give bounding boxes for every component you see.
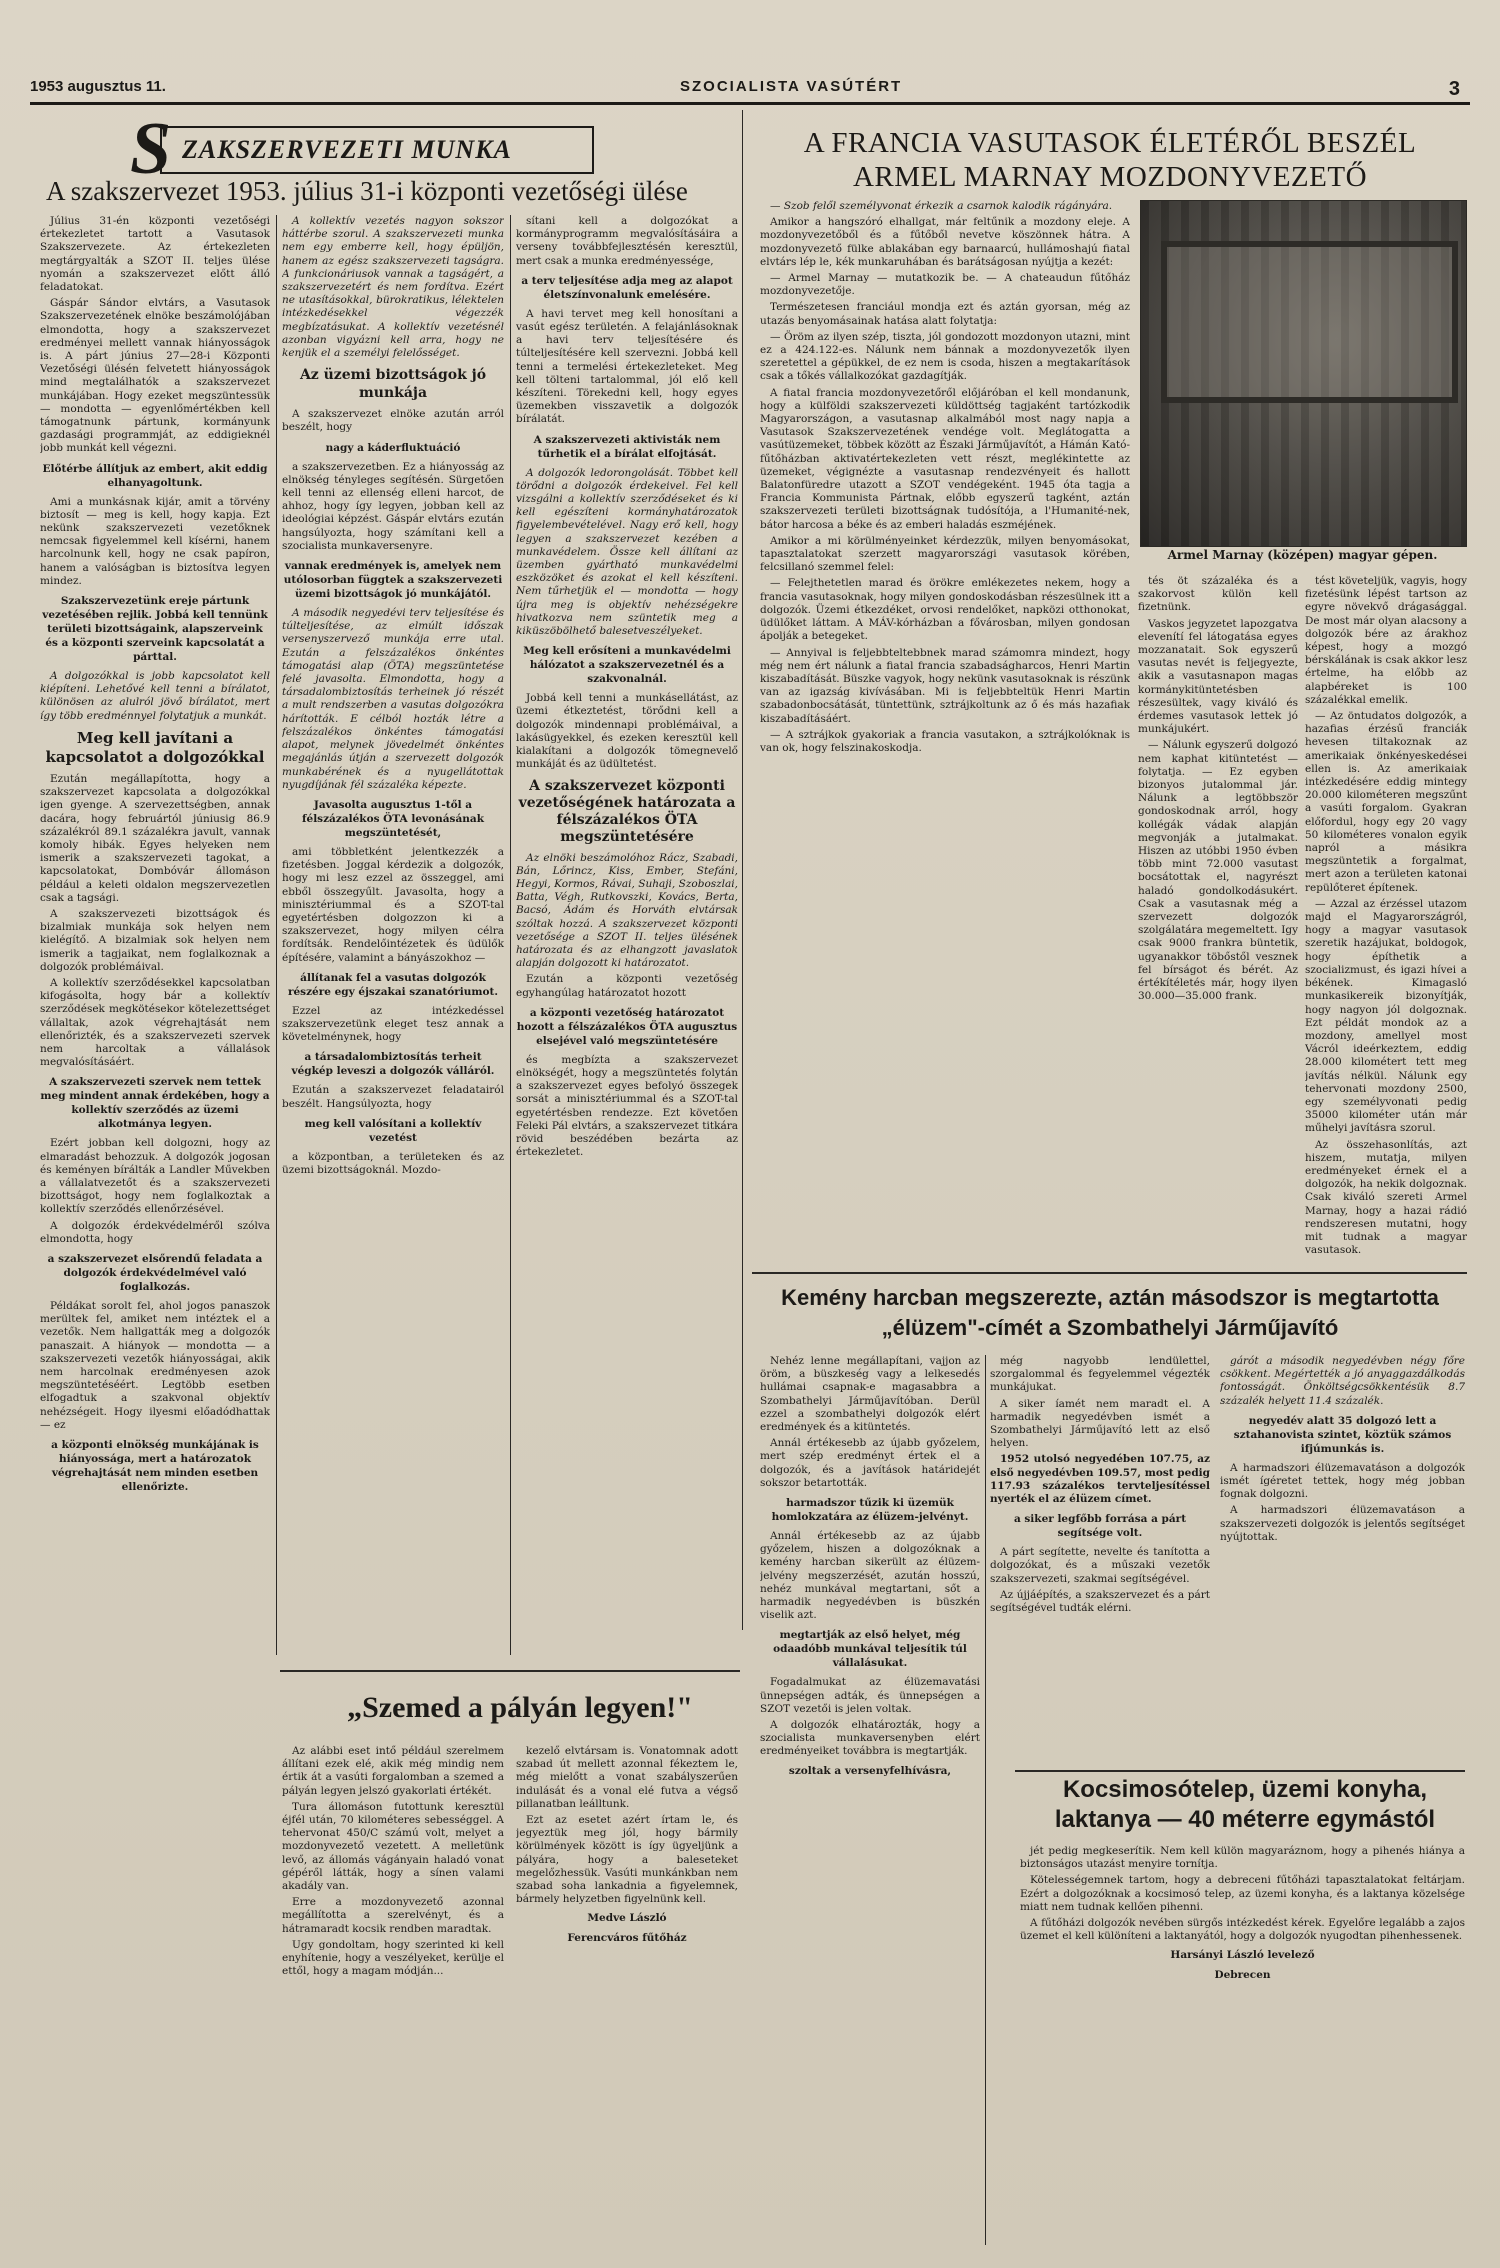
subhead: Meg kell erősíteni a munkavédelmi hálózatot a szakszervezetnél és a szakvonalnál.	[523, 645, 731, 686]
left-article-headline: A szakszervezet 1953. július 31-i központi vezetőségi ülése	[46, 176, 688, 206]
paragraph: Ezután a szakszervezet feladatairól beszélt. Hangsúlyozta, hogy	[282, 1084, 504, 1110]
szombathely-column-2	[990, 1355, 1210, 1775]
subhead: a szakszervezet elsőrendű feladata a dolgozók érdekvédelmével való foglalkozás.	[47, 1252, 263, 1293]
paragraph: A szakszervezeti bizottságok és bizalmiak munkája sok helyen nem kielégítő. A bizalmiak sok helyen nem ismerik a tagjaikat, nem foglalkoznak a dolgozók problémáival.	[40, 907, 270, 973]
paragraph: tés öt százaléka és a szakorvost külön kell fizetnünk.	[1138, 575, 1298, 614]
paragraph: Gáspár Sándor elvtárs, a Vasutasok Szakszervezetének elnöke beszámolójában elmondotta, hogy a szakszervezet eredményei mellett vannak hiányosságok is. A párt június 27—28-i Központi Vezetőségi ülésén felvetett hiányosságok mind megtalálhatók a szakszervezet munkájában. Hogy ezeket megszüntessük — mondotta — egyenlőmértékben kell támogatnunk pártunk, kormányunk gazdasági programmját, az eddigieknél jobb munkát kell végezni.	[40, 297, 270, 455]
paragraph: Ezzel az intézkedéssel szakszervezetünk eleget tesz annak a követelménynek, hogy	[282, 1004, 504, 1044]
paragraph: A második negyedévi terv teljesítése és túlteljesítése, az elmúlt időszak versenyszervező munkája erre utal. Ezután a felszázalékos önkéntes támogatási alap (ÖTA) megszüntetése felé javasolta. Elmondotta, hogy a társadalombiztosítás terheinek jó részét a mult rendszerben a vasutas dolgozókra hárították. E célból hozták létre a felszázalékos önkéntes támogatási alapot, melynek jövedelmét önkéntes megajánlás útján a szervezett dolgozók munkabérének és a nyugellátottak nyugdíjának fél százaléka képezte.	[282, 607, 504, 791]
paragraph: Az elnöki beszámolóhoz Rácz, Szabadi, Bán, Lőrincz, Kiss, Ember, Stefáni, Hegyi, Kormos, Rávai, Suhaji, Szoboszlai, Batta, Végh, Rutkovszki, Kovács, Berta, Bacsó, Ádám és Horváth elvtársak szóltak hozzá. A szakszervezet központi vezetősége a SZOT II. teljes ülésének határozata és az elhangzott javaslatok alapján dolgozott ki határozatot.	[516, 851, 738, 970]
paragraph: Vaskos jegyzetet lapozgatva elevenítí fel látogatása egyes mozzanatait. Sok egyszerű vasutas nevét is feljegyezte, akik a vasutasnapon magas kormánykitüntetésben részesültek, vagy kiváló és érdemes vasutasok lettek jó munkájukért.	[1138, 617, 1298, 736]
section-title: ZAKSZERVEZETI MUNKA	[182, 135, 512, 164]
paragraph: Fogadalmukat az élüzemavatási ünnepségen adták, és ünnepségen a SZOT vezetői is jelen voltak.	[760, 1676, 980, 1715]
paragraph: A havi tervet meg kell honosítani a vasút egész területén. A felajánlásoknak a havi terv teljesítésére és túlteljesítésére kell szervezni. Jobbá kell tenni a termelési értekezleteket. Meg kell tölteni tartalommal, jól elő kell készíteni. Törekedni kell, hogy egyes üzemekben visszavetik a dolgozók bírálatát.	[516, 307, 738, 426]
subhead: a terv teljesítése adja meg az alapot életszínvonalunk emelésére.	[521, 274, 733, 301]
paragraph: A kollektív vezetés nagyon sokszor háttérbe szorul. A szakszervezeti munka nem egy emberre kell, hogy épüljön, hanem az egész szakszervezeti tagságra. A funkcionáriusok vannak a tagságért, a szakszervezetért és nem fordítva. Ezért ne utasításokkal, bürokratikus, lélektelen intézkedésekkel végezzék megbízatásukat. A kollektív vezetésnél azonban vigyázni kell arra, hogy ne kenjük el a személyi felelősséget.	[282, 215, 504, 360]
subhead: nagy a káderfluktuáció	[325, 441, 461, 454]
paragraph: — Annyival is feljebbteltebbnek marad számomra mindezt, hogy még nem ért nálunk a fiatal francia szabadságharcos, Henri Martin kiszabadítását. Büszke vagyok, hogy nekünk vasutasoknak is részünk van az igazság kivívásában. Mi is feljebbteltük Henri Martin szabadonbocsátását, tüntettünk, sztrájkoltunk az ő és más hazafiak kiszabadításáért.	[760, 646, 1130, 725]
right-article-column-3	[1305, 575, 1467, 1265]
running-header	[30, 78, 1470, 100]
paragraph: — Az öntudatos dolgozók, a hazafias érzésű franciák hevesen tiltakoznak az amerikaiak önkényeskedései ellen is. Az amerikaiak intézkedésére eddig mintegy 20.000 kilométeren megszűnt a vasúti forgalom. Gyakran előfordul, hogy egy 20 vagy 50 kilométeres vonalon egyik napról a másikra megszüntetik a forgalmat, mert azon a területen katonai repülőteret építenek.	[1305, 710, 1467, 894]
subhead: vannak eredmények is, amelyek nem utólosorban függtek a szakszervezeti üzemi bizottságok jó munkájától.	[283, 560, 503, 601]
subhead: A szakszervezeti aktivisták nem tűrhetik el a bírálat elfojtását.	[533, 433, 721, 460]
paragraph: és megbízta a szakszervezet elnökségét, hogy a megszüntetés folytán a szakszervezet egyes befolyó összegek sorsát a minisztériummal és a SZOT-tal egyetértésben rendezze. Ezt követően Feleki Pál elvtárs, a szakszervezet titkára rövid beszédében bezárta az értekezletet.	[516, 1053, 738, 1159]
paragraph: A fűtőházi dolgozók nevében sürgős intézkedést kérek. Egyelőre legalább a zajos üzemet el kell különíteni a laktanyától, hogy a dolgozók nyugodtan pihenhessenek.	[1020, 1917, 1465, 1943]
left-article-column-2	[282, 215, 504, 1655]
subhead: megtartják az első helyet, még odaadóbb munkával teljesítik túl vállalásukat.	[773, 1629, 967, 1670]
column-divider	[985, 1355, 986, 2245]
paragraph: Kötelességemnek tartom, hogy a debreceni fűtőházi tapasztalatokat feltárjam. Ezért a dolgozóknak a kocsimosó telep, az üzemi konyha, és a laktanya közelsége miatt nem tudnak kellően pihenni.	[1020, 1874, 1465, 1913]
article-divider	[752, 1272, 1467, 1274]
paragraph: — Szob felől személyvonat érkezik a csarnok kalodik rágányára.	[770, 200, 1113, 212]
subhead: A szakszervezet központi vezetőségének határozata a félszázalékos ÖTA megszüntetésére	[518, 777, 736, 845]
szemed-headline: „Szemed a pályán legyen!"	[347, 1691, 693, 1724]
issue-date: 1953 augusztus 11.	[30, 78, 166, 95]
subhead: Javasolta augusztus 1-től a félszázalékos ÖTA levonásának megszüntetését,	[302, 798, 484, 839]
newspaper-title: SZOCIALISTA VASÚTÉRT	[680, 78, 903, 95]
paragraph: Amikor a mi körülményeinket kérdezzük, milyen benyomásokat, tapasztalatokat szerzett magyarországi vasutasok körében, felcsillanó szemmel felel:	[760, 534, 1130, 574]
paragraph: Ezután megállapította, hogy a szakszervezet kapcsolata a dolgozókkal igen gyenge. A szervezettségben, annak dacára, hogy februártól júniusig 86.9 százalékról 89.1 százalékra javult, vannak komoly hibák. Egyes helyeken nem ismerik a szakszervezeti tagokat, a kapcsolatokat, Dombóvár állomáson például a keleti oldalon megszervezetlen csak a tagsági.	[40, 772, 270, 904]
subhead: állítanak fel a vasutas dolgozók részére egy éjszakai szanatóriumot.	[287, 971, 499, 998]
paragraph: A kollektív szerződésekkel kapcsolatban kifogásolta, hogy bár a kollektív szerződések megkötésekor kötelezettséget vállaltak, azok végrehajtását nem ellenőrizték, és a szakszervezeti szervek nem harcoltak a vállalások megvalósításáért.	[40, 976, 270, 1069]
paragraph: jét pedig megkeserítik. Nem kell külön magyaráznom, hogy a pihenés hiánya a biztonságos utazást menyire tornítja.	[1020, 1845, 1465, 1871]
section-initial: S	[130, 108, 172, 190]
paragraph: A fiatal francia mozdonyvezetőről előjáróban el kell mondanunk, hogy a külföldi szakszervezeti küldöttség tagjaként tartózkodik Magyarországon, a vasutasnap alkalmából most nagy napja a Vasutasok Szakszervezetének vendége volt. Meglátogatta a vasútüzemeket, többek között az Északi Járműjavítót, a Hámán Kató-fűtőházban aktivatértekezleten vett részt, meglékintette az üzemeket, végignézte a vasutasnap rendezvényeit és hallott Balatonfüredre utazott a SZOT vendégeként. 1945 óta tagja a Francia Kommunista Pártnak, előbb egyszerű tagként, aztán szakszervezeti területi bizottságnak tudósítója, a l'Humanité-nek, bátor harcosa a béke és az emberi haladás eszméjének.	[760, 386, 1130, 531]
szombathely-headline: Kemény harcban megszerezte, aztán másodszor is megtartotta „élüzem"-címét a Szombathelyi Járműjavító	[781, 1285, 1439, 1340]
paragraph: Tura állomáson futottunk keresztül éjfél után, 70 kilométeres sebességgel. A tehervonat 450/C számú volt, melyet a mozdonyvezető vezetett. A melletünk levő, az állomás vágányain haladó vonat gépéről látták, hogy a sínen valami akadály van.	[282, 1800, 504, 1893]
article-divider	[280, 1670, 740, 1672]
paragraph: a központban, a területeken és az üzemi bizottságoknál. Mozdo-	[282, 1150, 504, 1176]
paragraph: A dolgozók érdekvédelméről szólva elmondotta, hogy	[40, 1219, 270, 1245]
paragraph: Az újjáépítés, a szakszervezet és a párt segítségével tudták elérni.	[990, 1588, 1210, 1615]
paragraph: — Armel Marnay — mutatkozik be. — A chateaudun fűtőház mozdonyvezetője.	[760, 272, 1130, 298]
paragraph: Július 31-én központi vezetőségi értekezletet tartott a Vasutasok Szakszervezete. Az értekezleten megtárgyalták a SZOT II. teljes ülése nyomán a szakszervezet előtt álló feladatokat.	[40, 215, 270, 294]
paragraph: Annál értékesebb az az újabb győzelem, hiszen a dolgozóknak a kemény harcban sikerült az élüzem-jelvény megszerzését, azután hosszú, nehéz munkával megtartani, sőt a harmadik negyedévben is büszkén viselik azt.	[760, 1530, 980, 1622]
paragraph: Amikor a hangszóró elhallgat, már feltűnik a mozdony eleje. A mozdonyvezetőből és a fűtőből nevetve köszönnek hátra. A mozdonyvezető fülke ablakában egy barnaarcú, hullámoshajú fiatal elvtárs lép le, kék munkaruhában és barátságosan nyújtja a kezét:	[760, 216, 1130, 268]
author-location: Ferencváros fűtőház	[567, 1931, 687, 1944]
paragraph: Ezért jobban kell dolgozni, hogy az elmaradást behozzuk. A dolgozók jogosan és keményen bírálták a Landler Művekben a vállalatvezetőt és a szakszervezeti bizottságot, hogy nem foglalkoztak a kollektív szerződés ellenőrzésével.	[40, 1137, 270, 1216]
paragraph: tést követeljük, vagyis, hogy fizetésünk lépést tartson az egyre növekvő drágasággal. De most már olyan alacsony a dolgozók bére az árakhoz képest, hogy a mozgó bérskálának is csak akkor lesz értelme, ha előbb az alapbéreket is 100 százalékkal emelik.	[1305, 575, 1467, 706]
paragraph: — Azzal az érzéssel utazom majd el Magyarországról, hogy a magyar vasutasok szeretik hazájukat, boldogok, hogy építhetik a szocializmust, és igazi hívei a békének. Kimagasló munkasikereik bizonyítják, hogy nagyon jól dolgoznak. Ezt példát mondok az a mozdony, amellyel most Vácról ideérkeztem, eddig 28.000 kilométert tett meg javítás nélkül. Nálunk egy tehervonati mozdony 2500, egy személyvonati pedig 35000 kilométer után már műhelyi javításra szorul.	[1305, 897, 1467, 1135]
paragraph: Az összehasonlítás, azt hiszem, mutatja, milyen eredményeket érnek el a dolgozók, ha nekik dolgoznak. Csak kiváló szereti Armel Marnay, hogy a hazai rádió rendszeresen mutatni, hogy mit tudnak a magyar vasutasok.	[1305, 1138, 1467, 1257]
paragraph: Erre a mozdonyvezető azonnal megállította a szerelvényt, és a hátramaradt kocsik rendben maradtak.	[282, 1896, 504, 1935]
right-article-column-1	[760, 200, 1130, 1260]
paragraph: — Felejthetetlen marad és örökre emlékezetes nekem, hogy a francia vasutasoknak, hogy milyen gondoskodásban részesülnek itt a dolgozók. Üzemi étkezdéket, orvosi rendelőket, napközi otthonokat, üdülőket láttam. A MÁV-kórházban a fővárosban, milyen gondosan ápolják a betegeket.	[760, 577, 1130, 643]
article-divider	[1015, 1770, 1465, 1772]
paragraph: A párt segítette, nevelte és tanította a dolgozókat, és a műszaki vezetők szakszervezeti, szakmai segítségével.	[990, 1546, 1210, 1585]
paragraph: — A sztrájkok gyakoriak a francia vasutakon, a sztrájkolóknak is van ok, hogy felszinakoskodja.	[760, 728, 1130, 754]
paragraph: Nehéz lenne megállapítani, vajjon az öröm, a büszkeség vagy a lelkesedés hullámai csapnak-e magasabbra a Szombathelyi Járműjavítóban. Derül ezzel a szombathelyi dolgozók elért eredmények és a kitüntetés.	[760, 1355, 980, 1434]
subhead: Szakszervezetünk ereje pártunk vezetésében rejlik. Jobbá kell tennünk területi bizottságaink, alapszerveink és a központi szerveink kapcsolatát a párttal.	[42, 595, 268, 664]
szombathely-column-3	[1220, 1355, 1465, 1775]
paragraph: — Nálunk egyszerű dolgozó nem kaphat kitüntetést — folytatja. — Ez egyben bizonyos jutalommal jár. Nálunk a legtöbbször gondoskodnak arról, hogy kollégák vádak alapján megvonják a jutalmakat. Hiszen az utóbbi 1950 évben több mint 72.000 vasutast bocsátottak el, nagyrészt haladó gondolkodásukért. Csak a vasutasnak még a szervezett dolgozók szolgálatára megemeltett. Igy csak 9000 frankra büntetik, ugyanakkor töbőstől vesznek fel bírságot és bérét. Az értékítéletés már, hogy ilyen 30.000—35.000 frank.	[1138, 739, 1298, 1003]
paragraph: A harmadszori élüzemavatáson a dolgozók ismét ígéretet tettek, hogy még jobban fognak dolgozni.	[1220, 1461, 1465, 1501]
author-signature: Harsányi László levelező	[1170, 1949, 1315, 1962]
paragraph: ami többletként jelentkezzék a fizetésben. Joggal kérdezik a dolgozók, hogy mi lesz ezzel az összeggel, ami ebből összegyűlt. Javasolta, hogy a minisztériummal és a SZOT-tal egyetértésben dolgozzon ki a szakszervezet, hogy milyen célra fordítsák. Rendelőintézetek és üdülők építésére, valamint a bányászokhoz —	[282, 845, 504, 964]
column-divider	[276, 215, 277, 1655]
subhead: Az üzemi bizottságok jó munkája	[299, 367, 487, 402]
szombathely-column-1	[760, 1355, 980, 2250]
paragraph: kezelő elvtársam is. Vonatomnak adott szabad út mellett azonnal fékeztem le, még mielőtt a vonat szabályszerűen indulását és a vonal elé futva a végső pillanatban leálltunk.	[516, 1745, 738, 1810]
paragraph: Ezt az esetet azért írtam le, és jegyeztük meg jól, hogy bármily körülmények között is így ügyeljünk a pályára, hogy a baleseteket megelőzhessük. Vasúti munkánkban nem szabad soha lankadnia a figyelemnek, bármely helyzetben figyelnünk kell.	[516, 1814, 738, 1906]
author-signature: Medve László	[587, 1912, 667, 1925]
paragraph: még nagyobb lendülettel, szorgalommal és fegyelemmel végezték munkájukat.	[990, 1355, 1210, 1394]
paragraph: A dolgozók elhatározták, hogy a szocialista munkaversenyben elért eredményeiket továbbra is megtartják.	[760, 1719, 980, 1758]
subhead: a központi vezetőség határozatot hozott a félszázalékos ÖTA augusztus elsejével való megszüntetésére	[516, 1006, 738, 1047]
header-rule	[30, 102, 1470, 105]
right-article-headline: A FRANCIA VASUTASOK ÉLETÉRŐL BESZÉL ARMEL MARNAY MOZDONYVEZETŐ	[803, 127, 1417, 193]
paragraph: Természetesen franciául mondja ezt és aztán gyorsan, még az utazás benyomásainak hatása alatt folytatja:	[760, 301, 1130, 327]
paragraph: Példákat sorolt fel, ahol jogos panaszok merültek fel, amiket nem intéztek el a vezetők. Nem hallgatták meg a dolgozók panaszait. A hiányok — mondotta — a szakszervezeti vezetők hiányosságai, akik nem harcolnak eredményesen azok megszüntetéséért. Legtöbb esetben elfogadtuk a szakvonal objektív nehézségeit. Hogy ilyesmi előadódhattak — ez	[40, 1299, 270, 1431]
paragraph: Ami a munkásnak kijár, amit a törvény biztosít — meg is kell, hogy kapja. Ezt nekünk szakszervezeti vezetőknek nemcsak figyelemmel kell kísérni, hanem harcolnunk kell, hogy ne csak papíron, hanem a valóságban is biztosítva legyen mindez.	[40, 495, 270, 587]
closing-line: szoltak a versenyfelhívásra,	[788, 1764, 952, 1777]
paragraph: A harmadszori élüzemavatáson a szakszervezeti dolgozók is jelentős segítséget nyújtottak.	[1220, 1504, 1465, 1543]
paragraph: A dolgozók ledorongolását. Többet kell törődni a dolgozók érdekeivel. Fel kell vizsgálni a kollektív szerződéseket és ki kell egészíteni kormányhatározatok figyelembevételével. Nagy erő kell, hogy legyen a szakszervezet kezében a munkavédelem. Össze kell állítani az üzemben gyártható munkavédelmi eszközöket és azokat el kell készíteni. Nem tűrhetjük el — mondotta — hogy újra meg is objektív nehézségekre hivatkozva nem szüntetik meg a kiküszöbölhető balesetveszélyeket.	[516, 466, 738, 638]
subhead: Meg kell javítani a kapcsolatot a dolgozókkal	[45, 728, 265, 766]
subhead: meg kell valósítani a kollektív vezetést	[304, 1117, 482, 1144]
paragraph: a szakszervezetben. Ez a hiányosság az elnökség tényleges segítésén. Sürgetően kell tenni az ellenség elleni harcot, de ahhoz, hogy így legyen, jobban kell az ideológiai képzést. Gáspár elvtárs ezután hangsúlyozta, hogy számítani kell a szocialista munkaversenyre.	[282, 460, 504, 552]
subhead: Előtérbe állítjuk az embert, akit eddig elhanyagoltunk.	[42, 462, 268, 489]
kocsimoso-body	[1020, 1845, 1465, 2245]
left-article-column-1	[40, 215, 270, 1655]
szemed-column-2	[516, 1745, 738, 2250]
subhead: a központi elnökség munkájának is hiányossága, mert a határozatok végrehajtását nem minden esetben ellenőrizte.	[51, 1439, 259, 1494]
kocsimoso-headline: Kocsimosótelep, üzemi konyha, laktanya — 40 méterre egymástól	[1054, 1776, 1436, 1833]
paragraph: sítani kell a dolgozókat a kormányprogramm megvalósításáira a verseny továbbfejlesztésén keresztül, mert csak a munka eredményessége,	[516, 215, 738, 267]
photo-armel-marnay	[1140, 200, 1467, 547]
paragraph: Jobbá kell tenni a munkásellátást, az üzemi étkeztetést, törődni kell a dolgozók mindennapi problémáival, a lakásügyekkel, és ezeken keresztül kell kialakítani a dolgozók tömegnevelő munkáját és az üdültetést.	[516, 692, 738, 771]
paragraph: Ugy gondoltam, hogy szerinted ki kell enyhítenie, hogy a veszélyeket, kerülje el ettől, hogy a magam módján...	[282, 1938, 504, 1978]
column-divider	[742, 110, 743, 1630]
paragraph: Az alábbi eset intő például szerelmem állítani ezek elé, akik még mindig nem értik át a vasúti forgalomban a szemed a pályán legyen jelszó gyakorlati értékét.	[282, 1745, 504, 1797]
paragraph: Ezután a központi vezetőség egyhangúlag határozatot hozott	[516, 973, 738, 999]
paragraph: — Öröm az ilyen szép, tiszta, jól gondozott mozdonyon utazni, mint ez a 424.122-es. Nálunk nem bánnak a mozdonyvezetők ilyen szeretettel a gépükkel, de ez nem is csoda, hiszen a megtakarítások csak a tőkés vállalkozókat gazdagítják.	[760, 330, 1130, 383]
paragraph: Annál értékesebb az újabb győzelem, mert szép eredményt értek el a dolgozók, és a javítások határidejét sokszor betartották.	[760, 1437, 980, 1489]
subhead: negyedév alatt 35 dolgozó lett a sztahanovista szintet, köztük számos ifjúmunkás is.	[1233, 1414, 1452, 1455]
photo-locomotive-window	[1161, 241, 1458, 403]
paragraph: A szakszervezet elnöke azután arról beszélt, hogy	[282, 408, 504, 434]
subhead: harmadszor tűzik ki üzemük homlokzatára az élüzem-jelvényt.	[771, 1497, 969, 1524]
left-article-column-3	[516, 215, 738, 1655]
szemed-column-1	[282, 1745, 504, 2250]
right-article-column-2	[1138, 575, 1298, 1265]
paragraph: 1952 utolsó negyedében 107.75, az első negyedévben 109.57, most pedig 117.93 százalékos tervteljesítéssel nyerték el az élüzem címet.	[990, 1453, 1210, 1506]
paragraph: gárót a második negyedévben négy főre csökkent. Megértették a jó anyaggazdálkodás fontosságát. Önköltségcsökkentésük 8.7 százalék helyett 11.4 százalék.	[1220, 1355, 1465, 1407]
author-location: Debrecen	[1214, 1968, 1271, 1981]
paragraph: A dolgozókkal is jobb kapcsolatot kell kiépíteni. Lehetővé kell tenni a bírálatot, különösen az alulról jövő bírálatot, mert így több eredménnyel folytatjuk a munkát.	[40, 670, 270, 722]
page-number: 3	[1448, 78, 1460, 100]
section-banner	[160, 126, 594, 174]
subhead: a társadalombiztosítás terheit végkép leveszi a dolgozók válláról.	[291, 1051, 495, 1078]
photo-caption: Armel Marnay (középen) magyar gépen.	[1167, 548, 1438, 562]
subhead: A szakszervezeti szervek nem tettek meg mindent annak érdekében, hogy a kollektív szerződés az üzemi alkotmánya legyen.	[40, 1076, 270, 1131]
subhead: a siker legfőbb forrása a párt segítsége volt.	[1013, 1513, 1187, 1540]
column-divider	[510, 215, 511, 1655]
paragraph: A siker íamét nem maradt el. A harmadik negyedévben ismét a Szombathelyi Járműjavító lett az első helyen.	[990, 1397, 1210, 1450]
